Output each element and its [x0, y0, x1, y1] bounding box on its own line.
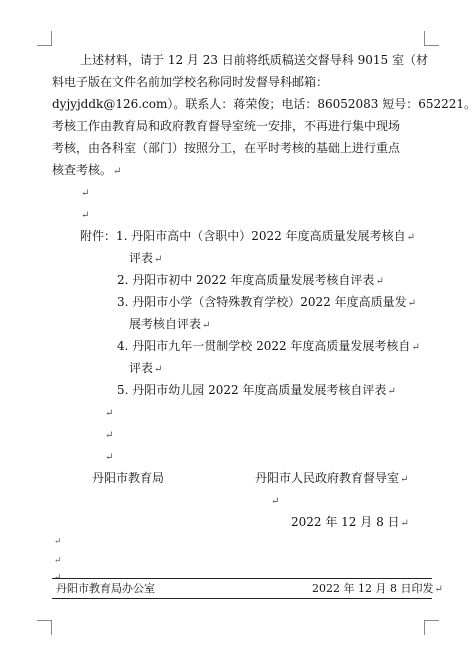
paragraph-line-6: 核查考核。↵	[52, 163, 122, 177]
empty-paragraph: ↵	[105, 452, 114, 463]
footer-rule-top	[52, 578, 432, 579]
empty-paragraph: ↵	[54, 537, 62, 547]
empty-paragraph: ↵	[105, 430, 114, 441]
empty-paragraph: ↵	[54, 556, 62, 566]
attachment-1-cont: 评表↵	[129, 251, 163, 265]
attachment-5: 5. 丹阳市幼儿园 2022 年度高质量发展考核自评表↵	[117, 383, 396, 397]
attachment-4-cont: 评表↵	[129, 361, 163, 375]
paragraph-line-1: 上述材料，请于 12 月 23 日前将纸质稿送交督导科 9015 室（材	[80, 53, 428, 67]
attachment-2: 2. 丹阳市初中 2022 年度高质量发展考核自评表↵	[117, 273, 384, 287]
paragraph-line-3: dyjyjddk@126.com）。联系人：蒋荣俊；电话：86052083 短号：652221。	[52, 97, 476, 111]
empty-paragraph: ↵	[81, 210, 90, 221]
empty-paragraph: ↵	[81, 188, 90, 199]
margin-corner-bottom-right	[424, 620, 439, 635]
footer-rule-bottom	[52, 598, 432, 599]
attachment-3-cont: 展考核自评表↵	[129, 317, 211, 331]
footer-issuer: 丹阳市教育局办公室	[56, 582, 155, 595]
attachments-label: 附件：	[80, 229, 117, 243]
paragraph-line-5: 考核，由各科室（部门）按照分工，在平时考核的基础上进行重点	[52, 141, 401, 155]
margin-corner-bottom-left	[37, 620, 52, 635]
signature-right: 丹阳市人民政府教育督导室↵	[255, 471, 409, 485]
attachment-3: 3. 丹阳市小学（含特殊教育学校）2022 年度高质量发↵	[117, 295, 417, 309]
date-line: 2022 年 12 月 8 日↵	[291, 515, 409, 529]
paragraph-line-4: 考核工作由教育局和政府教育督导室统一安排，不再进行集中现场	[52, 119, 401, 133]
margin-corner-top-left	[37, 31, 52, 46]
empty-paragraph: ↵	[271, 496, 280, 507]
empty-paragraph: ↵	[54, 573, 62, 583]
paragraph-line-2: 料电子版在文件名前加学校名称同时发督导科邮箱：	[52, 75, 329, 89]
attachment-1: 附件：1. 丹阳市高中（含职中）2022 年度高质量发展考核自↵	[80, 229, 416, 243]
footer-date: 2022 年 12 月 8 日印发↵	[312, 582, 443, 595]
attachment-4: 4. 丹阳市九年一贯制学校 2022 年度高质量发展考核自↵	[117, 339, 420, 353]
empty-paragraph: ↵	[105, 408, 114, 419]
margin-corner-top-right	[424, 31, 439, 46]
signature-left: 丹阳市教育局	[92, 471, 165, 485]
